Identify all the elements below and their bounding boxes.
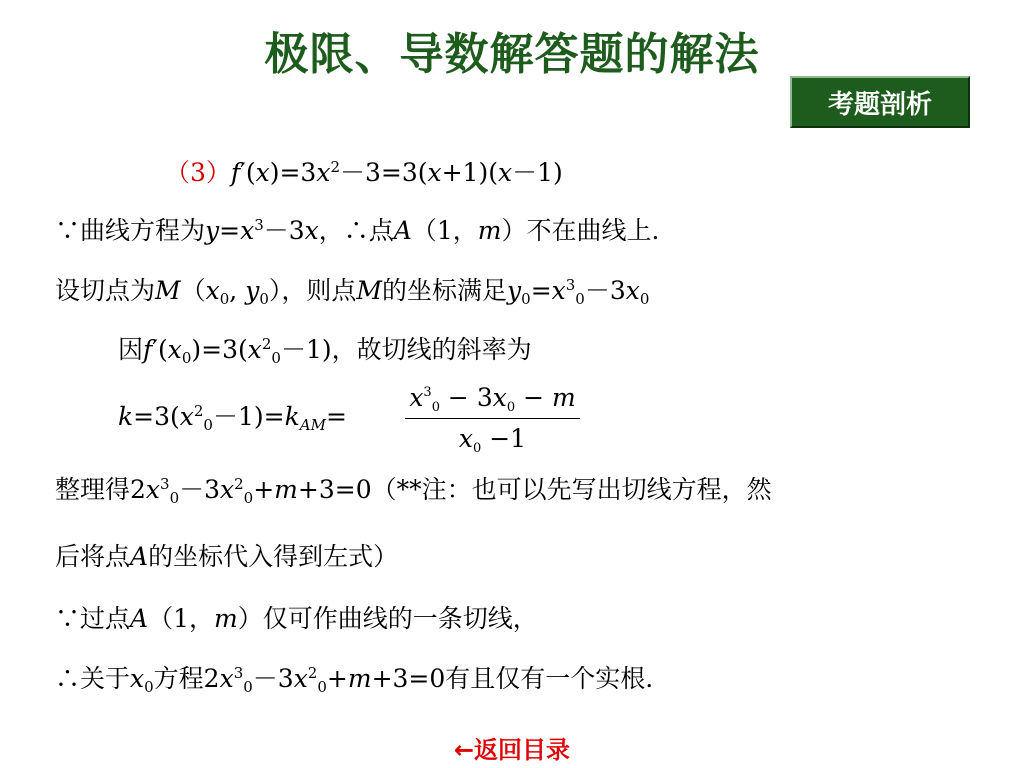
note-continuation-line: 后将点A的坐标代入得到左式） <box>55 542 399 571</box>
slope-equation-line: $k=3(x^2_0-1)=k_{AM}=$ <box>118 402 347 434</box>
curve-equation-line: ∵曲线方程为$y=x^3-3x$，∴点A（1，m）不在曲线上. <box>55 216 660 245</box>
step-3-line: $(3)f'(x)=3x^2-3=3(x+1)(x-1)$ <box>165 158 563 187</box>
tangent-point-line: 设切点为$M(x_0$, $y_0$），则点M的坐标满足$y_0=x^3_0-3x_0$ <box>55 276 650 308</box>
simplified-equation-line: 整理得$2x^3_0-3x^2_0+m+3=0(**$注：也可以先写出切线方程，然 <box>55 475 772 507</box>
one-tangent-line: ∵过点A（1，m）仅可作曲线的一条切线， <box>55 604 538 633</box>
section-badge: 考题剖析 <box>790 76 970 128</box>
fraction-denominator: $x_0 -1$ <box>458 424 527 456</box>
derivative-line: 因$f'(x_0)=3(x^2_0-1)$，故切线的斜率为 <box>118 335 532 367</box>
fraction-numerator: $x^3_0 - 3x_0 - m$ <box>409 383 576 415</box>
conclusion-line: ∴关于$x_0$方程$2x^3_0-3x^2_0+m+3=0$有且仅有一个实根. <box>55 664 654 696</box>
slope-fraction <box>405 380 580 457</box>
back-to-contents-link[interactable]: ←返回目录 <box>453 736 571 764</box>
step-label: （3） <box>165 158 231 187</box>
page-title: 极限、导数解答题的解法 <box>264 29 760 80</box>
